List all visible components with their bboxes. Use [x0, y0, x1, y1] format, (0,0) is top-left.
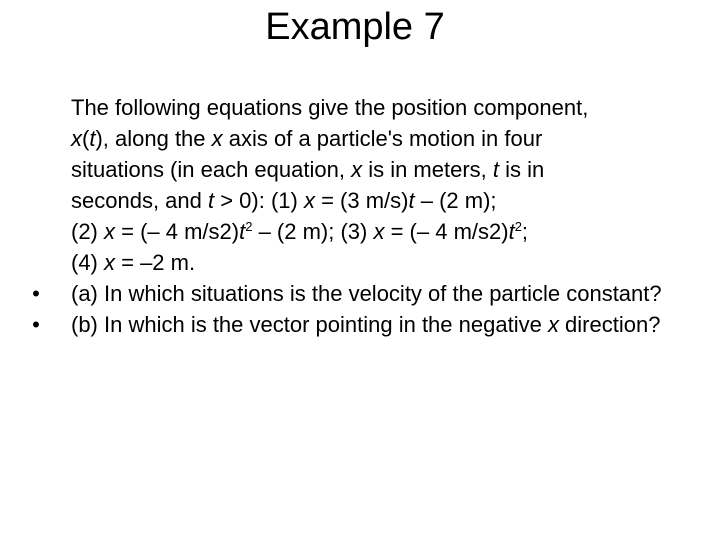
text-run: = (– 4 m/s2): [384, 219, 509, 244]
problem-line-1: The following equations give the position component,: [71, 95, 589, 120]
text-run: axis of a particle's motion in four: [222, 126, 543, 151]
text-run: > 0): (1): [214, 188, 304, 213]
question-a: [28, 278, 688, 309]
text-run: x: [211, 126, 223, 151]
problem-line-2: [71, 126, 542, 151]
text-run: situations (in each equation,: [71, 157, 352, 182]
question-b: [28, 309, 688, 340]
text-run: (: [82, 126, 90, 151]
text-run: x: [71, 126, 82, 151]
text-run: – (2 m); (3): [252, 219, 374, 244]
text-run: x: [373, 219, 385, 244]
text-run: is in: [499, 157, 545, 182]
text-run: = –2 m.: [115, 250, 196, 275]
problem-statement: [28, 92, 688, 278]
problem-line-6: [71, 250, 195, 275]
text-run: t: [239, 219, 246, 244]
bullet-icon: •: [32, 281, 40, 306]
text-run: (2): [71, 219, 104, 244]
slide-body: [28, 92, 688, 340]
text-run: ;: [521, 219, 529, 244]
text-run: x: [303, 188, 315, 213]
text-run: t: [89, 126, 96, 151]
text-run: x: [104, 250, 115, 275]
problem-line-4: [71, 188, 497, 213]
text-run: ), along the: [95, 126, 212, 151]
text-run: = (3 m/s): [314, 188, 409, 213]
text-run: x: [351, 157, 363, 182]
text-run: t: [408, 188, 415, 213]
bullet-icon: •: [32, 312, 40, 337]
text-run: = (– 4 m/s2): [115, 219, 240, 244]
text-run: x: [104, 219, 115, 244]
text-run: t: [207, 188, 215, 213]
slide-title: Example 7: [265, 6, 445, 48]
text-run: (a) In which situations is the velocity of the particle constant?: [71, 281, 662, 306]
problem-line-3: [71, 157, 544, 182]
text-run: – (2 m);: [414, 188, 497, 213]
question-b-text: [71, 312, 660, 337]
text-run: x: [547, 312, 559, 337]
text-run: seconds, and: [71, 188, 208, 213]
text-run: 2: [514, 219, 522, 234]
text-run: is in meters,: [362, 157, 493, 182]
problem-line-5: [71, 219, 528, 244]
question-a-text: [71, 281, 662, 306]
text-run: (4): [71, 250, 104, 275]
text-run: t: [508, 219, 515, 244]
text-run: t: [492, 157, 500, 182]
text-run: (b) In which is the vector pointing in the negative: [71, 312, 548, 337]
text-run: 2: [245, 219, 253, 234]
text-run: direction?: [558, 312, 661, 337]
